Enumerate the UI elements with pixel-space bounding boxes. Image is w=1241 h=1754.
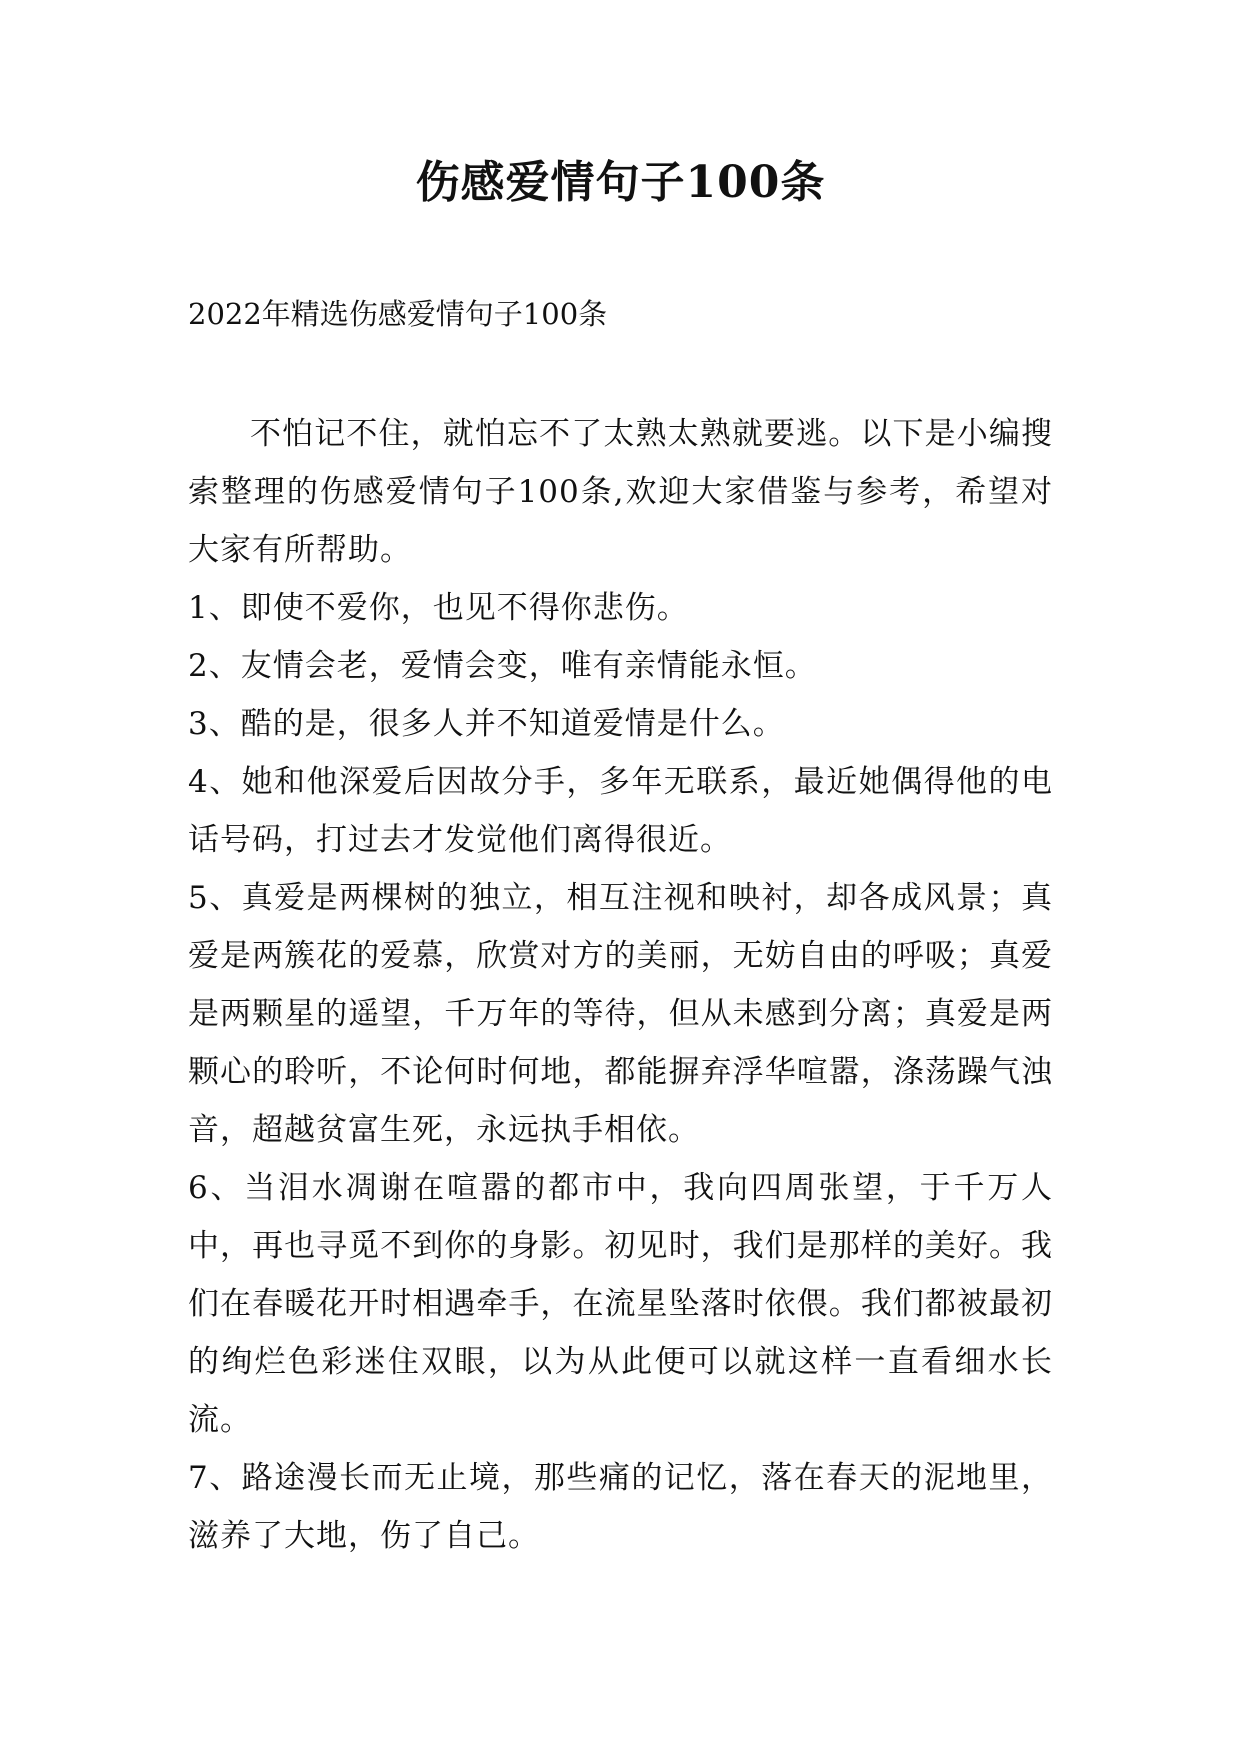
- document-subtitle: 2022年精选伤感爱情句子100条: [188, 297, 608, 331]
- list-item: 4、她和他深爱后因故分手，多年无联系，最近她偶得他的电话号码，打过去才发觉他们离得很近。: [188, 764, 1053, 858]
- intro-paragraph: 不怕记不住，就怕忘不了太熟太熟就要逃。以下是小编搜索整理的伤感爱情句子100条,欢迎大家借鉴与参考，希望对大家有所帮助。: [188, 416, 1053, 568]
- list-item: 7、路途漫长而无止境，那些痛的记忆，落在春天的泥地里，滋养了大地，伤了自己。: [188, 1460, 1053, 1554]
- list-item: 1、即使不爱你，也见不得你悲伤。: [188, 590, 689, 626]
- list-item: 5、真爱是两棵树的独立，相互注视和映衬，却各成风景；真爱是两簇花的爱慕，欣赏对方的美丽，无妨自由的呼吸；真爱是两颗星的遥望，千万年的等待，但从未感到分离；真爱是两颗心的聆听，不论何时何地，都能摒弃浮华喧嚣，涤荡躁气浊音，超越贫富生死，永远执手相依。: [188, 880, 1053, 1148]
- document-title: 伤感爱情句子100条: [415, 157, 826, 208]
- list-item: 6、当泪水凋谢在喧嚣的都市中，我向四周张望，于千万人中，再也寻觅不到你的身影。初见时，我们是那样的美好。我们在春暖花开时相遇牵手，在流星坠落时依偎。我们都被最初的绚烂色彩迷住双眼，以为从此便可以就这样一直看细水长流。: [188, 1170, 1053, 1438]
- list-item: 3、酷的是，很多人并不知道爱情是什么。: [188, 706, 785, 742]
- list-item: 2、友情会老，爱情会变，唯有亲情能永恒。: [188, 648, 817, 684]
- document-body: [188, 405, 1053, 1565]
